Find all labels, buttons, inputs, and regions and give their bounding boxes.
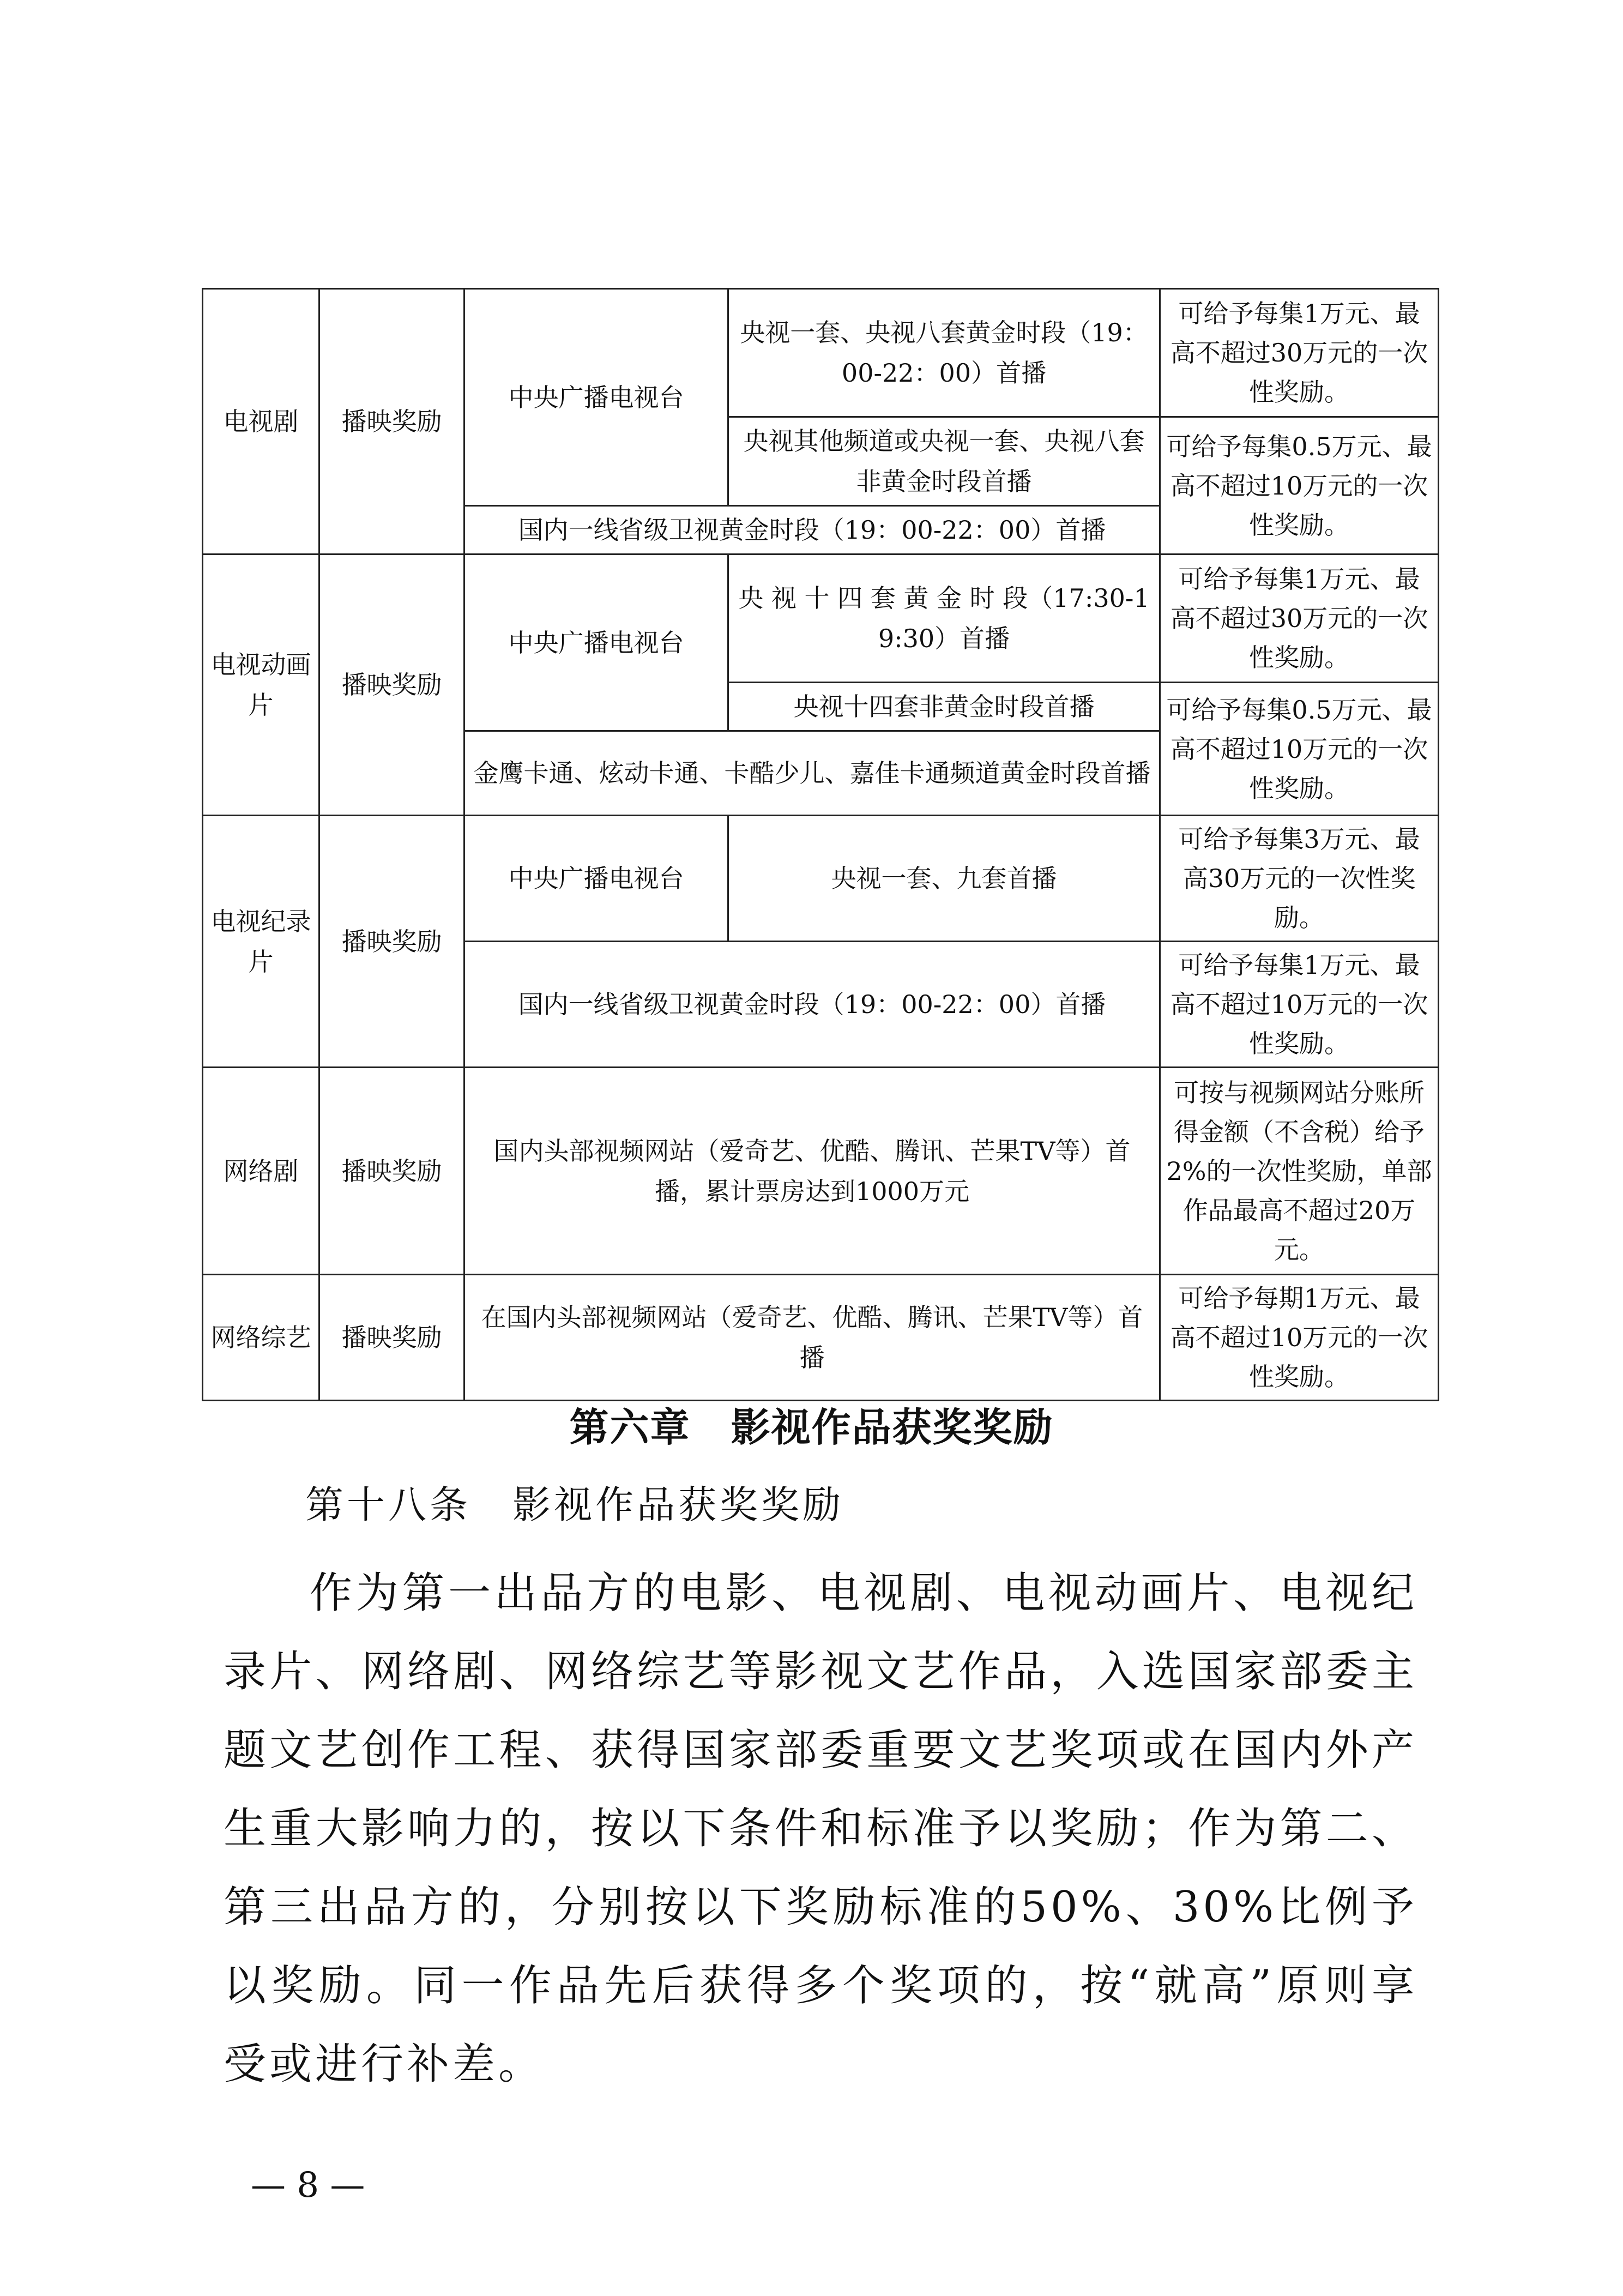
category-cell: 电视动画片 <box>203 555 319 816</box>
category-cell: 网络综艺 <box>203 1275 319 1401</box>
platform-cell: 中央广播电视台 <box>464 555 728 731</box>
condition-cell: 国内一线省级卫视黄金时段（19：00-22：00）首播 <box>464 942 1160 1068</box>
condition-cell: 国内一线省级卫视黄金时段（19：00-22：00）首播 <box>464 506 1160 555</box>
platform-cell: 中央广播电视台 <box>464 816 728 942</box>
reward-cell: 可给予每集3万元、最高30万元的一次性奖励。 <box>1160 816 1439 942</box>
type-cell: 播映奖励 <box>319 816 464 1068</box>
page-number: — 8 — <box>251 2165 365 2205</box>
condition-cell: 央视一套、央视八套黄金时段（19：00-22：00）首播 <box>728 289 1160 417</box>
reward-cell: 可给予每集1万元、最高不超过10万元的一次性奖励。 <box>1160 942 1439 1068</box>
reward-cell: 可给予每集0.5万元、最高不超过10万元的一次性奖励。 <box>1160 417 1439 555</box>
condition-cell: 在国内头部视频网站（爱奇艺、优酷、腾讯、芒果TV等）首播 <box>464 1275 1160 1401</box>
condition-cell: 央视十四套非黄金时段首播 <box>728 683 1160 731</box>
condition-cell: 央 视 十 四 套 黄 金 时 段（17:30-19:30）首播 <box>728 555 1160 683</box>
category-cell: 电视剧 <box>203 289 319 555</box>
table-row <box>203 1275 1439 1401</box>
table-row <box>203 289 1439 417</box>
reward-table <box>202 288 1439 1401</box>
condition-cell: 金鹰卡通、炫动卡通、卡酷少儿、嘉佳卡通频道黄金时段首播 <box>464 731 1160 816</box>
table-row <box>203 1068 1439 1275</box>
table-row <box>203 555 1439 683</box>
body-paragraph: 作为第一出品方的电影、电视剧、电视动画片、电视纪录片、网络剧、网络综艺等影视文艺作品，入选国家部委主题文艺创作工程、获得国家部委重要文艺奖项或在国内外产生重大影响力的，按以下条件和标准予以奖励；作为第二、第三出品方的，分别按以下奖励标准的50%、30%比例予以奖励。同一作品先后获得多个奖项的，按“就高”原则享受或进行补差。 <box>224 1569 1417 2089</box>
reward-cell: 可给予每期1万元、最高不超过10万元的一次性奖励。 <box>1160 1275 1439 1401</box>
reward-cell: 可按与视频网站分账所得金额（不含税）给予2%的一次性奖励，单部作品最高不超过20万元。 <box>1160 1068 1439 1275</box>
category-cell: 网络剧 <box>203 1068 319 1275</box>
type-cell: 播映奖励 <box>319 555 464 816</box>
category-cell: 电视纪录片 <box>203 816 319 1068</box>
article-heading: 第十八条 影视作品获奖奖励 <box>305 1483 844 1527</box>
condition-cell: 国内头部视频网站（爱奇艺、优酷、腾讯、芒果TV等）首播，累计票房达到1000万元 <box>464 1068 1160 1275</box>
table-row <box>203 816 1439 942</box>
type-cell: 播映奖励 <box>319 289 464 555</box>
reward-cell: 可给予每集1万元、最高不超过30万元的一次性奖励。 <box>1160 289 1439 417</box>
platform-cell: 中央广播电视台 <box>464 289 728 506</box>
type-cell: 播映奖励 <box>319 1068 464 1275</box>
reward-cell: 可给予每集0.5万元、最高不超过10万元的一次性奖励。 <box>1160 683 1439 816</box>
chapter-heading: 第六章 影视作品获奖奖励 <box>569 1405 1054 1450</box>
type-cell: 播映奖励 <box>319 1275 464 1401</box>
condition-cell: 央视其他频道或央视一套、央视八套非黄金时段首播 <box>728 417 1160 506</box>
condition-cell: 央视一套、九套首播 <box>728 816 1160 942</box>
reward-cell: 可给予每集1万元、最高不超过30万元的一次性奖励。 <box>1160 555 1439 683</box>
